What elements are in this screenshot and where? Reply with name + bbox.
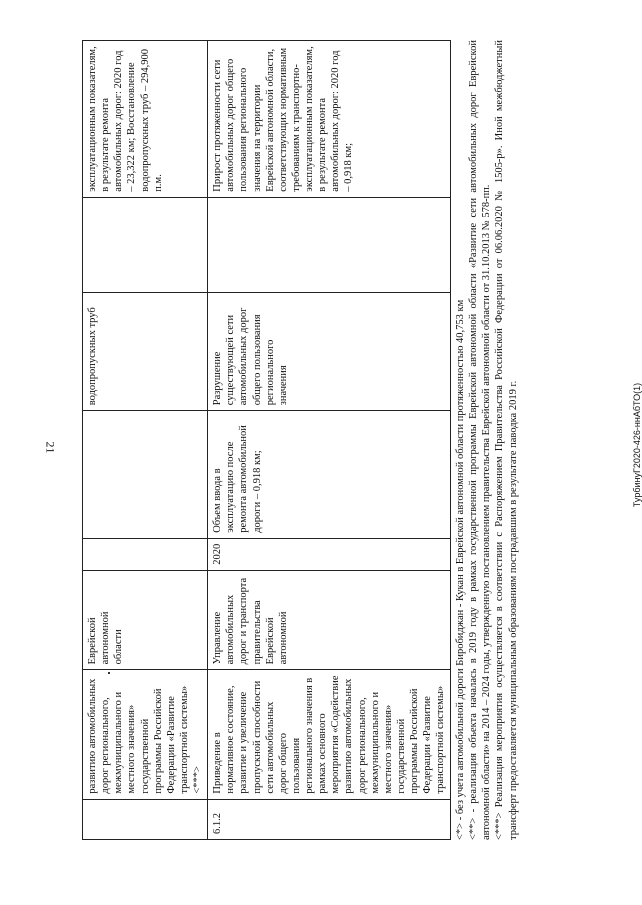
effect-cell	[83, 197, 208, 292]
problem-cell: водопропускных труб	[83, 292, 208, 411]
page-number: 21	[43, 441, 58, 454]
footnotes	[454, 40, 520, 840]
executor-cell: Управление автомобильных дорог и транспорта правительства Еврейской автономной	[208, 570, 451, 670]
footnote: <*> - без учета автомобильной дороги Биробиджан - Кукан в Еврейской автономной области протяженностью 40,753 км	[455, 299, 466, 840]
action-cell: развитию автомобильных дорог регионального, межмуниципального и местного значения» государственной программы Российской Федерации «Развитие транспортной системы» <***>	[83, 670, 208, 799]
year-cell	[83, 538, 208, 570]
year-cell: 2020	[208, 538, 451, 570]
executor-cell: Еврейской автономной области	[83, 570, 208, 670]
problem-cell: Разрушение существующей сети автомобильных дорог общего пользования регионального значения	[208, 292, 451, 411]
footnote: <**> - реализация объекта началась в 2019 году в рамках государственной программы Еврейской автономной области «Развитие сети автомобильных дорог Еврейской автономной области» на 2014 – 2024 годы, утвержденную постановлением правительства Еврейской автономной области от 31.10.2013 № 578-пп.	[468, 40, 493, 840]
result-cell	[83, 411, 208, 539]
table-row	[208, 41, 451, 840]
rotated-page-content	[82, 40, 552, 840]
row-number: 6.1.2	[208, 799, 451, 839]
indicator-cell: Прирост протяженности сети автомобильных дорог общего пользования регионального значения на территории Еврейской автономной области, соответствующих нормативным требованиям к транспортно-эксплуатационным показателям, в результате ремонта автомобильных дорог: 2020 год – 0,918 км;	[208, 41, 451, 198]
result-cell: Объем ввода в эксплуатацию после ремонта автомобильной дороги – 0,918 км;	[208, 411, 451, 539]
scan-dot	[108, 672, 110, 674]
footnote: <***> Реализация мероприятия осуществляется в соответствии с Распоряжением Правительства Российской Федерации от 06.06.2020 № 1505-р». Иной межбюджетный трансферт предоставляется муниципальным образованиям пострадавшим в результате паводка 2019 г.	[494, 40, 519, 840]
document-stamp: ТурбинуГ2020-426-ннАбТО(1)	[632, 382, 642, 508]
row-number	[83, 799, 208, 839]
effect-cell	[208, 197, 451, 292]
landscape-content	[82, 40, 552, 840]
measures-table	[82, 40, 451, 840]
action-cell: Приведение в нормативное состояние, развитие и увеличение пропускной способности сети автомобильных дорог общего пользования регионального значения в рамках основного мероприятия «Содействие развитию автомобильных дорог регионального, межмуниципального и местного значения» государственной программы Российской Федерации «Развитие транспортной системы»	[208, 670, 451, 799]
table-row	[83, 41, 208, 840]
indicator-cell: эксплуатационным показателям, в результате ремонта автомобильных дорог: 2020 год – 23,322 км; Восстановление водопропускных труб – 294,900 п.м.	[83, 41, 208, 198]
